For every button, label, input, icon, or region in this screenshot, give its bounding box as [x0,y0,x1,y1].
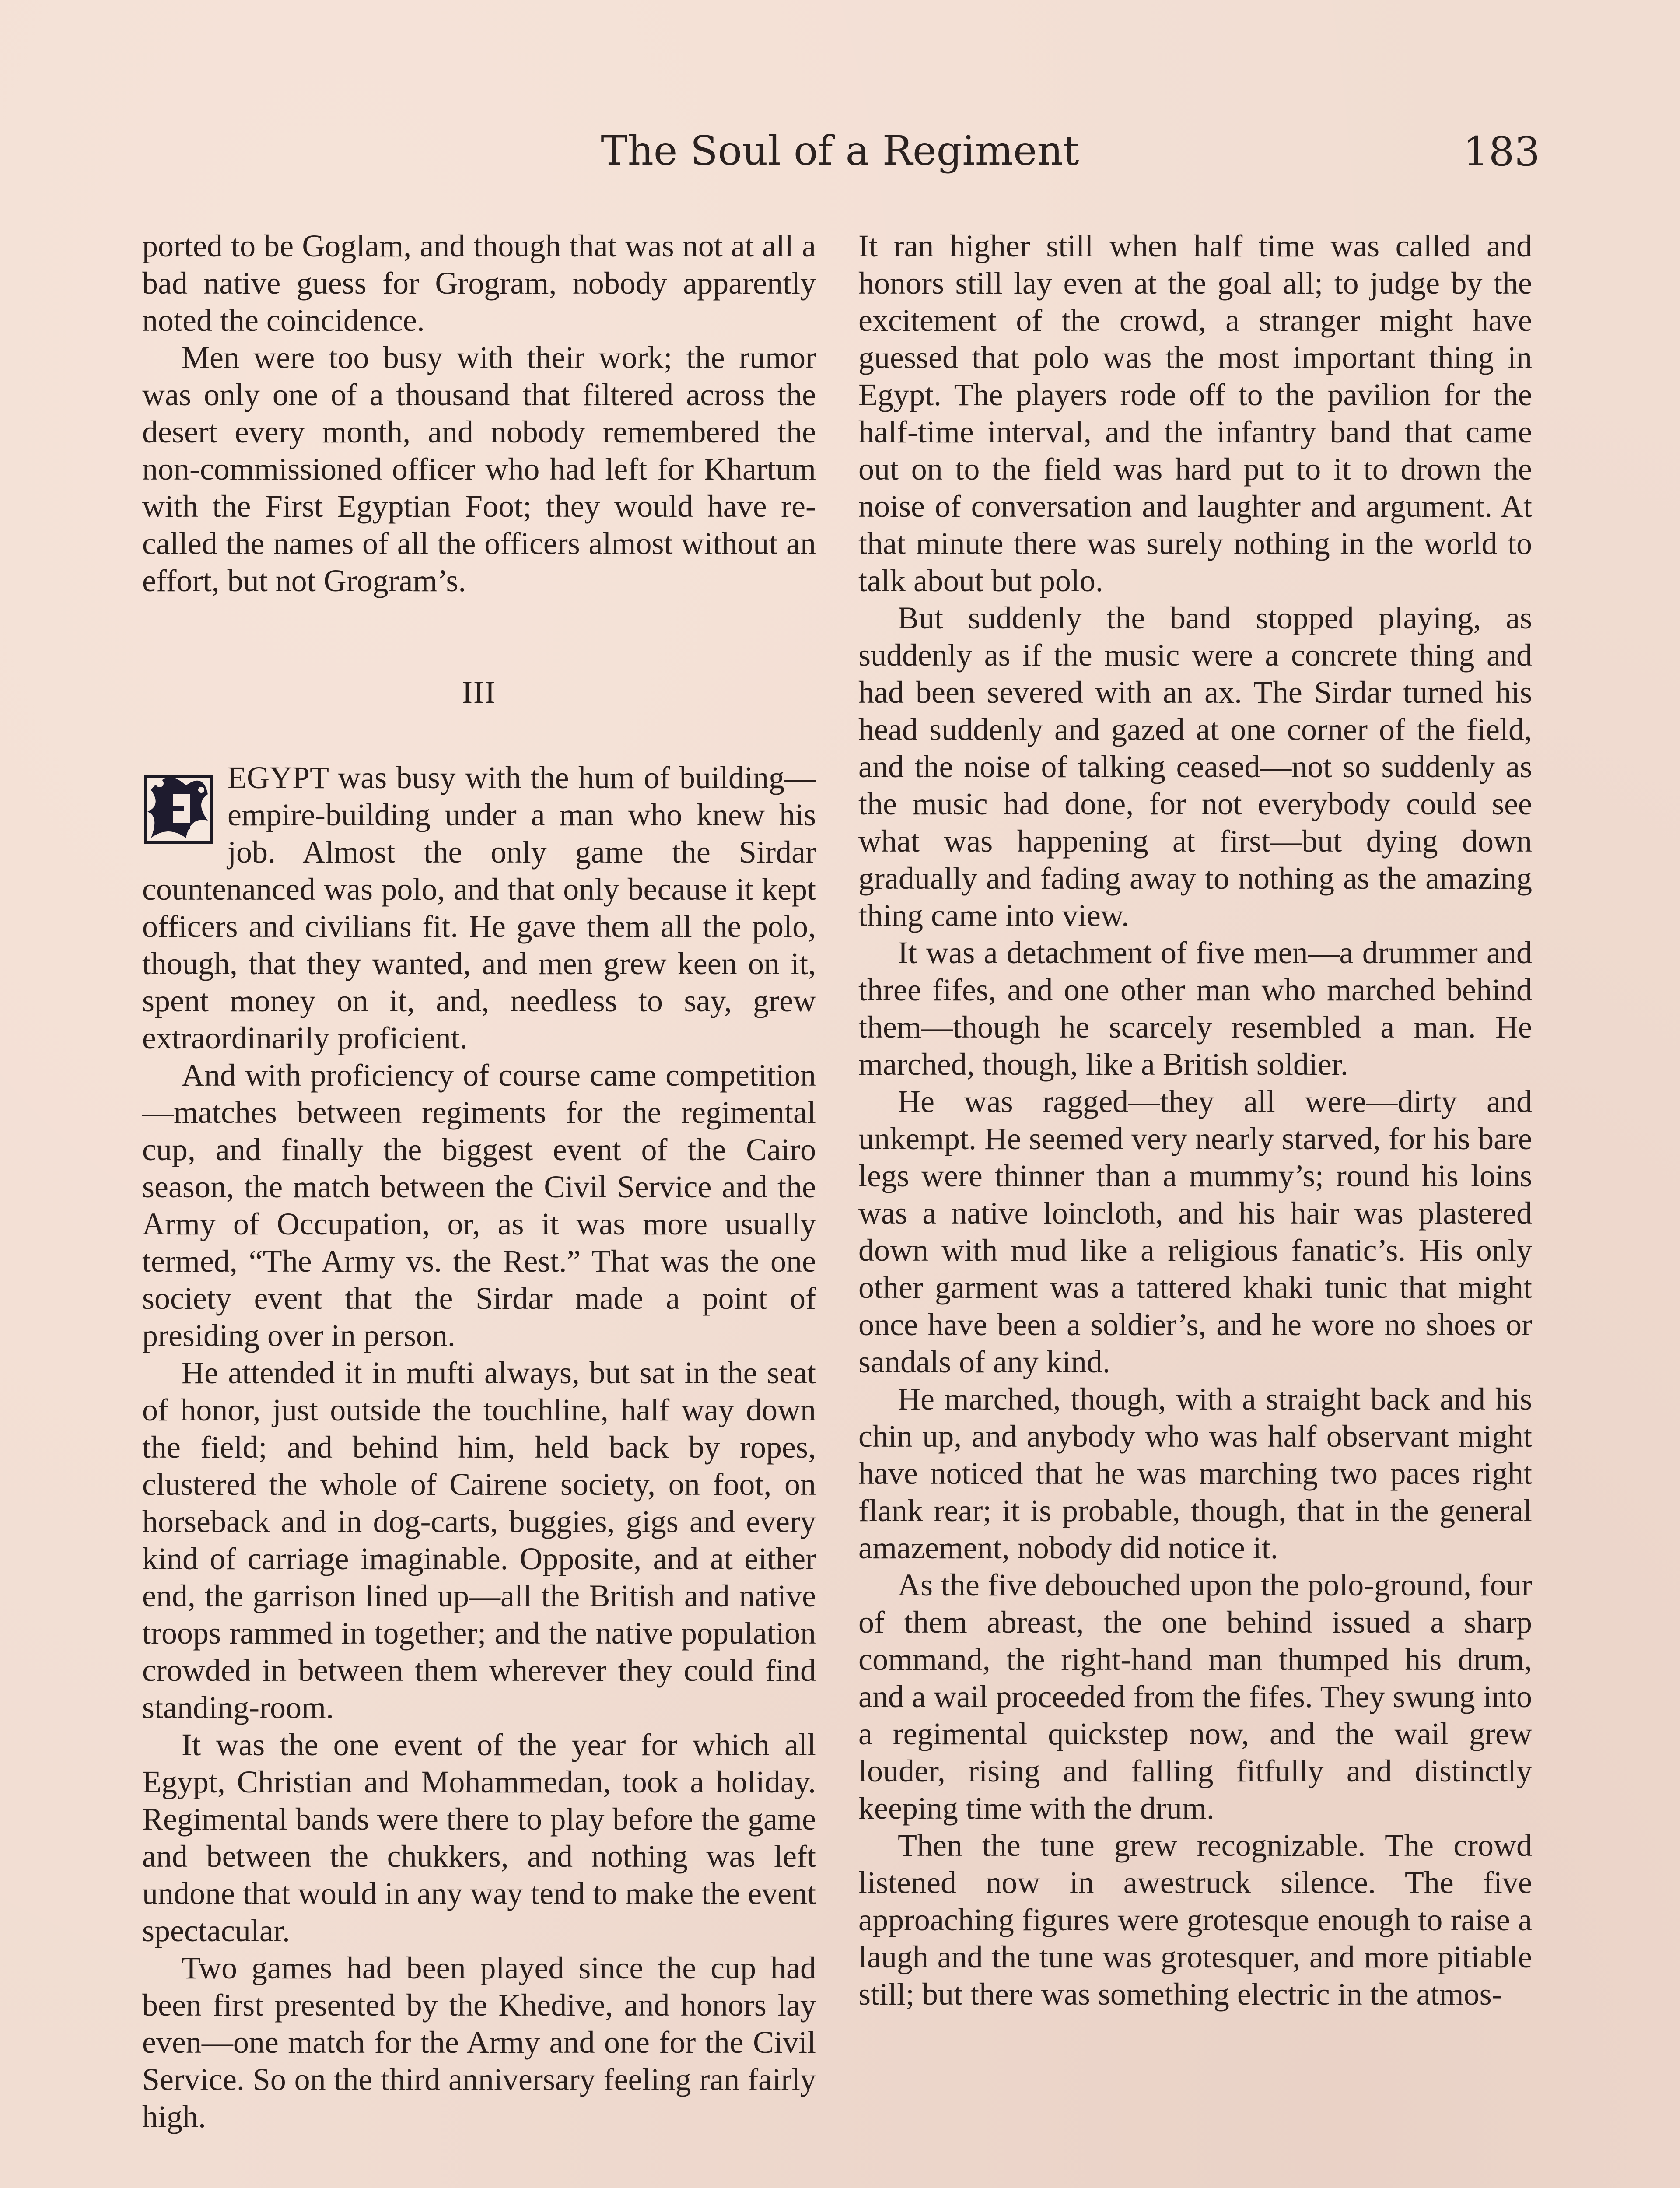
paragraph: He attended it in mufti always, but sat in the seat of honor, just outside the touchline, half way down the field; and behind him, held back by ropes, clustered the whole of Cairene society, on foot, on horseback and in dog-carts, buggies, gigs and every kind of carriage imaginable. Opposite, and at either end, the garrison lined up—all the British and native troops rammed in together; and the native population crowded in between them wherever they could find standing-room. [142,1355,816,1725]
paragraph: It was the one event of the year for which all Egypt, Christian and Mohammedan, took a holiday. Regimental bands were there to play before the game and between the chukkers, and nothing was left undone that would in any way tend to make the event spectacular. [142,1727,816,1948]
paragraph: ported to be Goglam, and though that was not at all a bad native guess for Grogram, nobody apparently noted the coincidence. [142,228,816,338]
paragraph: Two games had been played since the cup had been first presented by the Khedive, and honors lay even—one match for the Army and one for the Civil Service. So on the third anniversary feeling ran fairly high. [142,1950,816,2134]
paragraph: It was a detachment of five men—a drummer and three fifes, and one other man who marched behind them—though he scarcely resembled a man. He marched, though, like a British soldier. [858,935,1532,1082]
ornamental-e-initial-icon [142,764,214,847]
paragraph: EGYPT was busy with the hum of building—empire-building under a man who knew his job. Almost the only game the Sirdar countenanced was polo, and that only because it kept officers and civilians fit. He gave them all the polo, though, that they wanted, and men grew keen on it, spent money on it, and, needless to say, grew extraordinarily proficient. [142,760,816,1055]
paragraph: As the five debouched upon the polo-ground, four of them abreast, the one behind issued a sharp command, the right-hand man thumped his drum, and a wail proceeded from the fifes. They swung into a regimental quickstep now, and the wail grew louder, rising and falling fitfully and distinctly keeping time with the drum. [858,1567,1532,1826]
paragraph: But suddenly the band stopped playing, as suddenly as if the music were a concrete thing and had been severed with an ax. The Sirdar turned his head suddenly and gazed at one corner of the field, and the noise of talking ceased—not so suddenly as the music had done, for not everybody could see what was happening at first—but dying down gradually and fading away to nothing as the amazing thing came into view. [858,600,1532,933]
paragraph: And with proficiency of course came competition—matches between regiments for the regimental cup, and finally the biggest event of the Cairo season, the match between the Civil Service and the Army of Occupation, or, as it was more usually termed, “The Army vs. the Rest.” That was the one society event that the Sirdar made a point of presiding over in person. [142,1058,816,1353]
running-head-title: The Soul of a Regiment [601,127,1079,174]
section-heading: III [462,675,496,710]
right-column [858,228,1532,2013]
paragraph: He was ragged—they all were—dirty and unkempt. He seemed very nearly starved, for his bare legs were thinner than a mummy’s; round his loins was a native loincloth, and his hair was plastered down with mud like a religious fanatic’s. His only other garment was a tattered khaki tunic that might once have been a soldier’s, and he wore no shoes or sandals of any kind. [858,1084,1532,1379]
page-number: 183 [1463,128,1540,175]
left-column [142,228,816,2135]
paragraph: Then the tune grew recognizable. The crowd listened now in awestruck silence. The five approaching figures were grotesque enough to raise a laugh and the tune was grotesquer, and more pitiable still; but there was something electric in the atmos- [858,1828,1532,2012]
paragraph: He marched, though, with a straight back and his chin up, and anybody who was half observant might have noticed that he was marching two paces right flank rear; it is probable, though, that in the general amazement, nobody did notice it. [858,1382,1532,1565]
paragraph: It ran higher still when half time was called and honors still lay even at the goal all; to judge by the excitement of the crowd, a stranger might have guessed that polo was the most important thing in Egypt. The players rode off to the pavilion for the half-time interval, and the infantry band that came out on to the field was hard put to it to drown the noise of conversation and laughter and argument. At that minute there was surely nothing in the world to talk about but polo. [858,228,1532,598]
opening-paragraph [142,759,816,1057]
paragraph: Men were too busy with their work; the rumor was only one of a thousand that filtered across the desert every month, and nobody remembered the non-commissioned officer who had left for Khartum with the First Egyptian Foot; they would have recalled the names of all the officers almost without an effort, but not Grogram’s. [142,340,816,598]
